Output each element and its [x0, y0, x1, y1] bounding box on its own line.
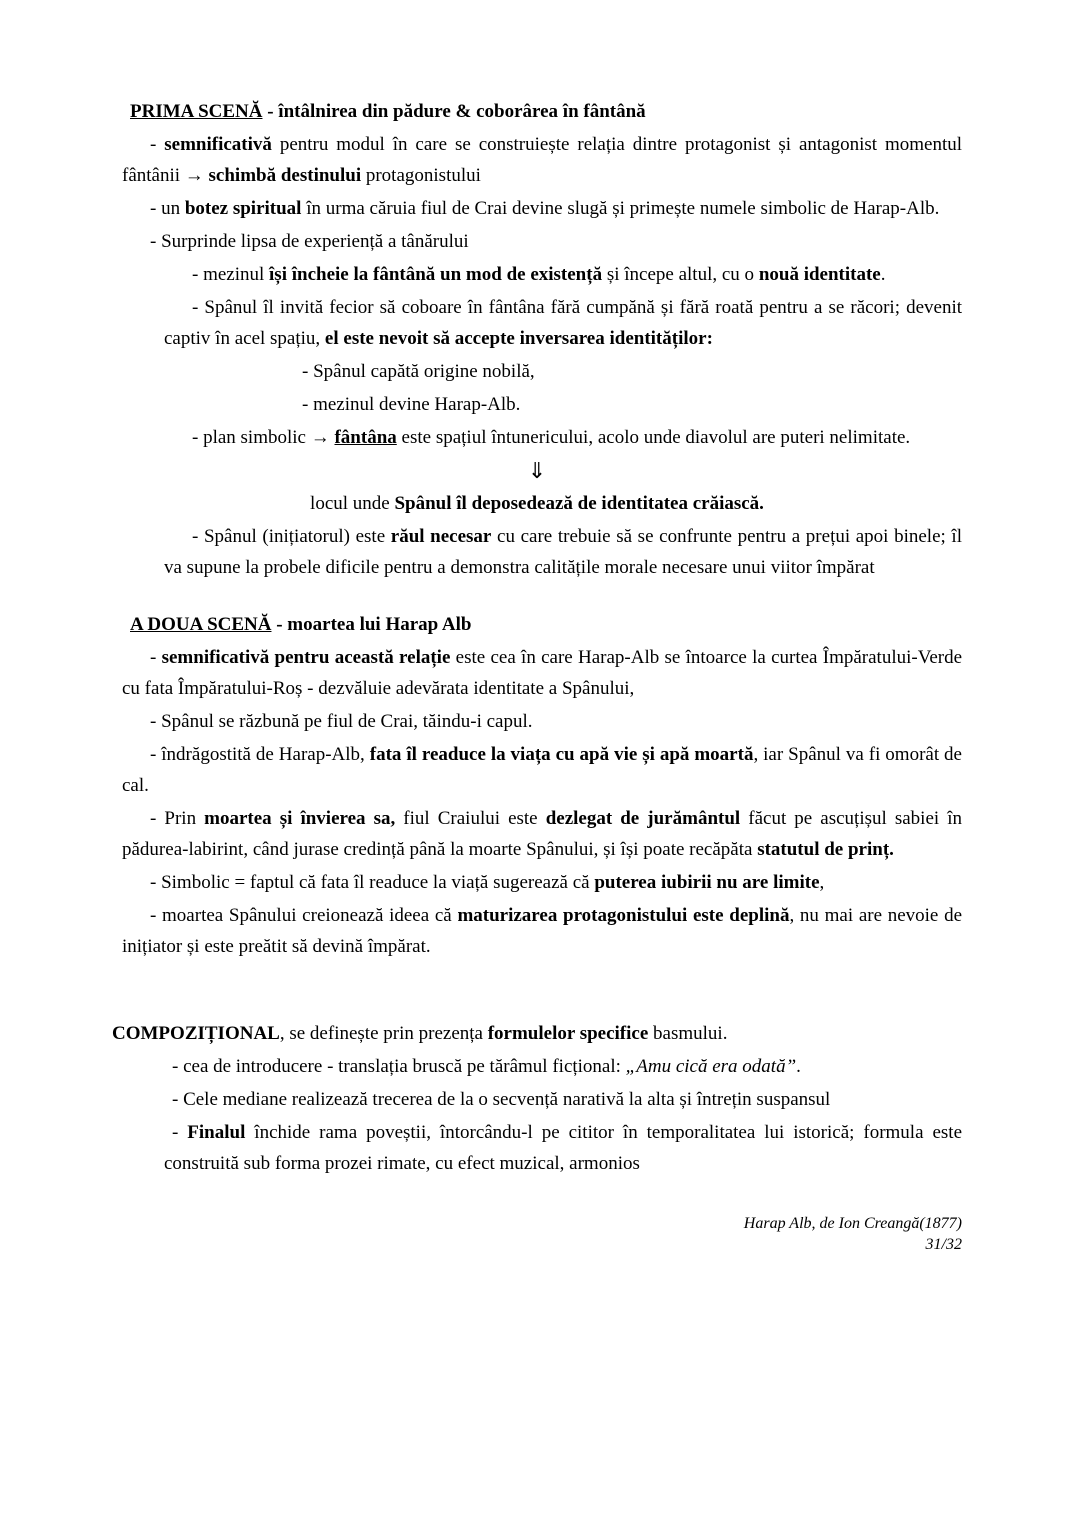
list-item	[164, 521, 962, 583]
text-run: - îndrăgostită de Harap-Alb,	[150, 744, 370, 765]
list-item	[164, 292, 962, 354]
list-item	[122, 226, 962, 257]
text-run: protagonistului	[361, 165, 481, 186]
text-run: - un	[150, 198, 185, 219]
text-run: - mezinul	[192, 264, 270, 285]
text-run: cu care trebuie să se confrunte pentru a prețui apoi binele; îl va supune la probele dificile pentru a demonstra calitățile morale necesare unui viitor împărat	[164, 526, 962, 578]
text-run: - Spânul îl invită fecior să coboare în fântâna fără cumpănă și fără roată pentru a se răcori; devenit captiv în acel spațiu,	[164, 297, 962, 349]
text-run: - plan simbolic →	[192, 427, 335, 448]
text-run: - moartea lui Harap Alb	[271, 614, 472, 635]
list-item	[122, 642, 962, 704]
text-run: - Simbolic = faptul că fata îl readuce la viață sugerează că	[150, 872, 595, 893]
text-run: -	[172, 1122, 188, 1143]
list-item	[122, 900, 962, 962]
text-run: este spațiul întunericului, acolo unde diavolul are puteri nelimitate.	[396, 427, 911, 448]
text-run: făcut pe ascuțișul sabiei în pădurea-labirint, când jurase credință până la moarte Spânului, și își poate recăpăta	[122, 808, 962, 860]
text-run: nouă identitate	[758, 264, 881, 285]
list-item	[122, 803, 962, 865]
text-run: , iar Spânul va fi omorât de cal.	[122, 744, 962, 796]
text-run: pentru modul în care se construiește relația dintre protagonist și antagonist momentul fântânii →	[122, 134, 963, 186]
text-run: - mezinul devine Harap-Alb.	[302, 394, 521, 415]
list-item	[164, 1084, 962, 1115]
text-run: .	[880, 264, 886, 285]
text-run: dezlegat de jurământul	[545, 808, 741, 829]
list-item	[274, 389, 962, 420]
footer-page-number: 31/32	[925, 1236, 962, 1253]
list-item	[122, 706, 962, 737]
text-run: -	[150, 134, 165, 155]
list-item	[164, 1117, 962, 1179]
text-run: și începe altul, cu o	[602, 264, 759, 285]
down-arrow	[112, 455, 962, 486]
list-item	[122, 867, 962, 898]
text-run: - Spânul (inițiatorul) este	[192, 526, 391, 547]
text-run: închide rama poveștii, întorcându-l pe cititor în temporalitatea lui istorică; formula este construită sub forma prozei rimate, cu efect muzical, armonios	[164, 1122, 963, 1174]
section-compozitional	[112, 1018, 962, 1049]
text-run: ⇓	[527, 458, 547, 483]
text-run: statutul de prinț.	[757, 839, 894, 860]
text-run: Finalul	[187, 1122, 246, 1143]
footer-citation: Harap Alb, de Ion Creangă(1877)	[743, 1215, 962, 1232]
text-run: fiul Craiului este	[395, 808, 546, 829]
text-run: basmului.	[648, 1023, 728, 1044]
text-run: - Cele mediane realizează trecerea de la o secvență narativă la alta și întrețin suspansul	[172, 1089, 831, 1110]
text-run: A DOUA SCENĂ	[130, 614, 272, 635]
text-run: COMPOZIȚIONAL	[112, 1023, 280, 1044]
text-run: Spânul îl deposedează de identitatea crăiască.	[394, 493, 764, 514]
text-run: el este nevoit să accepte inversarea identităților:	[324, 328, 713, 349]
list-item	[122, 129, 962, 191]
text-run: moartea și învierea sa,	[204, 808, 396, 829]
page-footer	[112, 1213, 962, 1255]
text-run: puterea iubirii nu are limite	[594, 872, 820, 893]
list-item	[164, 259, 962, 290]
text-run: -	[150, 647, 162, 668]
text-run: - cea de introducere - translația bruscă pe tărâmul ficțional:	[172, 1056, 626, 1077]
text-run: PRIMA SCENĂ	[130, 101, 263, 122]
text-run: ,	[819, 872, 825, 893]
text-run: își încheie la fântână un mod de existență	[269, 264, 603, 285]
text-run: este cea în care Harap-Alb se întoarce la curtea Împăratului-Verde cu fata Împăratului-Roș - dezvăluie adevărata identitate a Spânului,	[122, 647, 963, 699]
list-item	[164, 1051, 962, 1082]
text-run: - întâlnirea din pădure & coborârea în fântână	[262, 101, 646, 122]
text-run: semnificativă pentru această relație	[161, 647, 451, 668]
text-run: maturizarea protagonistului este deplină	[457, 905, 790, 926]
text-run: .	[796, 1056, 801, 1077]
text-run: schimbă destinului	[208, 165, 362, 186]
text-run: în urma căruia fiul de Crai devine slugă și primește numele simbolic de Harap-Alb.	[301, 198, 940, 219]
text-run: - Spânul capătă origine nobilă,	[302, 361, 535, 382]
text-run: formulelor specifice	[487, 1023, 649, 1044]
section-heading-prima-scena	[130, 96, 962, 127]
document-body	[112, 96, 962, 1179]
list-item	[122, 739, 962, 801]
text-run: - Spânul se răzbună pe fiul de Crai, tăindu-i capul.	[150, 711, 533, 732]
text-run: - moartea Spânului creionează ideea că	[150, 905, 458, 926]
text-run: , se definește prin prezența	[279, 1023, 488, 1044]
centered-statement	[112, 488, 962, 519]
text-run: - Prin	[150, 808, 205, 829]
text-run: - Surprinde lipsa de experiență a tânărului	[150, 231, 469, 252]
list-item	[164, 422, 962, 453]
text-run: fântâna	[334, 427, 397, 448]
text-run: „Amu cică era odată”	[625, 1056, 797, 1077]
text-run: fata îl readuce la viața cu apă vie și apă moartă	[369, 744, 754, 765]
text-run: , nu mai are nevoie de inițiator și este preătit să devină împărat.	[122, 905, 962, 957]
list-item	[122, 193, 962, 224]
text-run: botez spiritual	[184, 198, 302, 219]
list-item	[274, 356, 962, 387]
text-run: locul unde	[310, 493, 395, 514]
text-run: semnificativă	[164, 134, 272, 155]
section-heading-a-doua-scena	[130, 609, 962, 640]
text-run: răul necesar	[390, 526, 492, 547]
